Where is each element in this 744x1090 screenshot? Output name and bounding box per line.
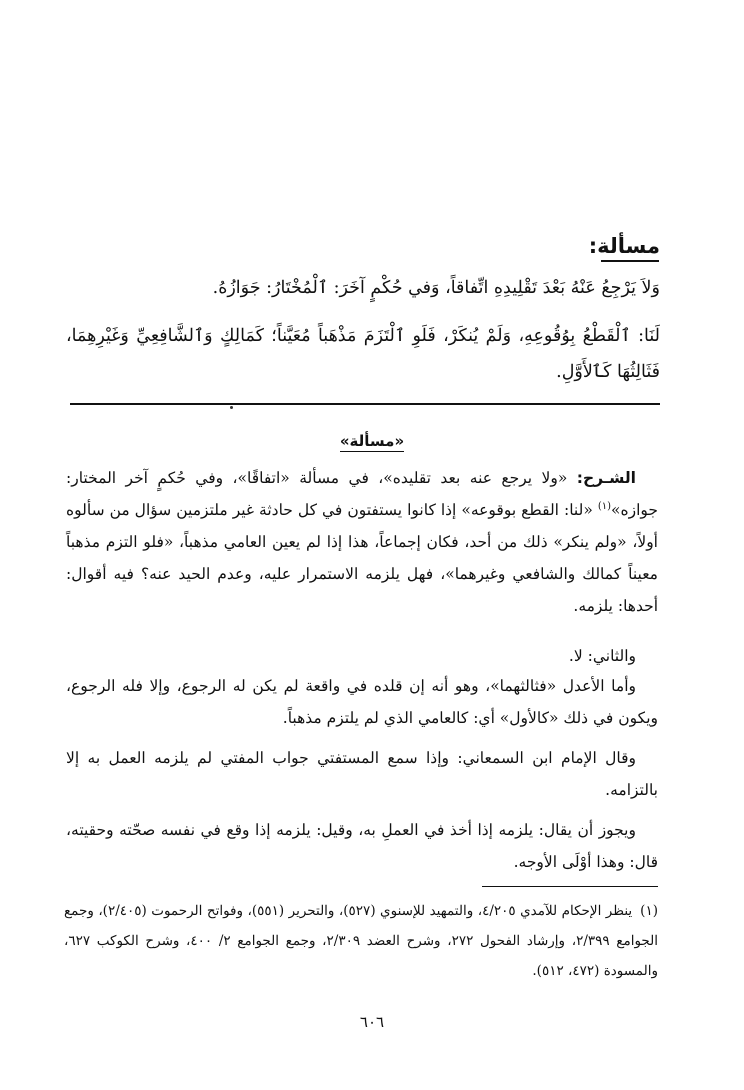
section-divider — [70, 403, 660, 405]
sharh-paragraph-4-text: وقال الإمام ابن السمعاني: وإذا سمع المستفتي جواب المفتي لم يلزمه العمل به إلا بالتزامه. — [66, 749, 658, 799]
sharh-paragraph-3-text: وأما الأعدل «فثالثهما»، وهو أنه إن قلده في واقعة لم يكن له الرجوع، وإلا فله الرجوع، ويكون في ذلك «كالأول» أي: كالعامي الذي لم يلتزم مذهباً. — [66, 677, 658, 727]
ink-speck — [230, 406, 233, 409]
footnote-marker[interactable]: (١) — [597, 500, 612, 512]
sharh-paragraph-4 — [66, 742, 658, 806]
sharh-lead: الشـرح: — [576, 469, 636, 487]
matn-heading: مسألة: — [589, 234, 660, 262]
sharh-p1-quote: «ولا يرجع عنه بعد تقليده»، في مسألة «اتفاقًا»، وفي حُكمٍ آخر المختار: جوازه» — [66, 469, 658, 519]
page-number: ٦٠٦ — [359, 1013, 385, 1031]
sharh-paragraph-2-text: والثاني: لا. — [568, 647, 636, 665]
sharh-heading — [0, 432, 744, 450]
matn-text-line1 — [66, 270, 660, 306]
sharh-heading-label: «مسألة» — [339, 432, 405, 450]
sharh-p1-rest: «لنا: القطع بوقوعه» إذا كانوا يستفتون في كل حادثة غير ملتزمين سؤال من سألوه أولاً، «ولم ينكر» ذلك من أحد، فكان إجماعاً، هذا إذا لم يعين العامي مذهباً، «فلو التزم مذهباً معيناً كمالك والشافعي وغيرهما»، فهل يلزمه الاستمرار عليه، وعدم الحيد عنه؟ فيه أقوال: أحدها: يلزمه. — [66, 501, 658, 615]
footnote-divider — [482, 886, 658, 887]
footnote-body: ينظر الإحكام للآمدي ٤/٢٠٥، والتمهيد للإسنوي (٥٢٧)، والتحرير (٥٥١)، وفواتح الرحموت (٢/٤٠٥)، وجمع الجوامع ٢/٣٩٩، وإرشاد الفحول ٢٧٢، وشرح العضد ٢/٣٠٩، وجمع الجوامع ٢/ ٤٠٠، وشرح الكوكب ٦٢٧، والمسودة (٤٧٢، ٥١٢). — [64, 903, 659, 979]
footnote-text — [64, 896, 658, 986]
matn-sentence-1: وَلاَ يَرْجِعُ عَنْهُ بَعْدَ تَقْلِيدِهِ اتِّفاقاً، وَفي حُكْمٍ آخَرَ: ٱلْمُخْتَارُ: جَوَازُهُ. — [212, 278, 660, 298]
footnote — [64, 896, 658, 986]
sharh-paragraph-5-text: ويجوز أن يقال: يلزمه إذا أخذ في العملِ به، وقيل: يلزمه إذا وقع في نفسه صحّته وحقيته، قال: وهذا أوْلَى الأوجه. — [66, 821, 658, 871]
matn-text-line2 — [66, 318, 660, 390]
sharh-paragraph-2 — [66, 640, 658, 672]
sharh-paragraph-5 — [66, 814, 658, 878]
footnote-number: (١) — [640, 903, 658, 919]
sharh-paragraph-3 — [66, 670, 658, 734]
sharh-paragraph-1-text — [66, 462, 658, 622]
sharh-paragraph-1 — [66, 462, 658, 622]
matn-sentence-2: لَنَا: ٱلْقَطْعُ بِوُقُوعِهِ، وَلَمْ يُنكَرْ، فَلَوِ ٱلْتَزَمَ مَذْهَباً مُعَيَّناً؛ كَمَالِكٍ وَٱلشَّافِعِيِّ وَغَيْرِهِمَا، فَثَالِثُهَا كَٱلأَوَّلِ. — [66, 326, 660, 382]
